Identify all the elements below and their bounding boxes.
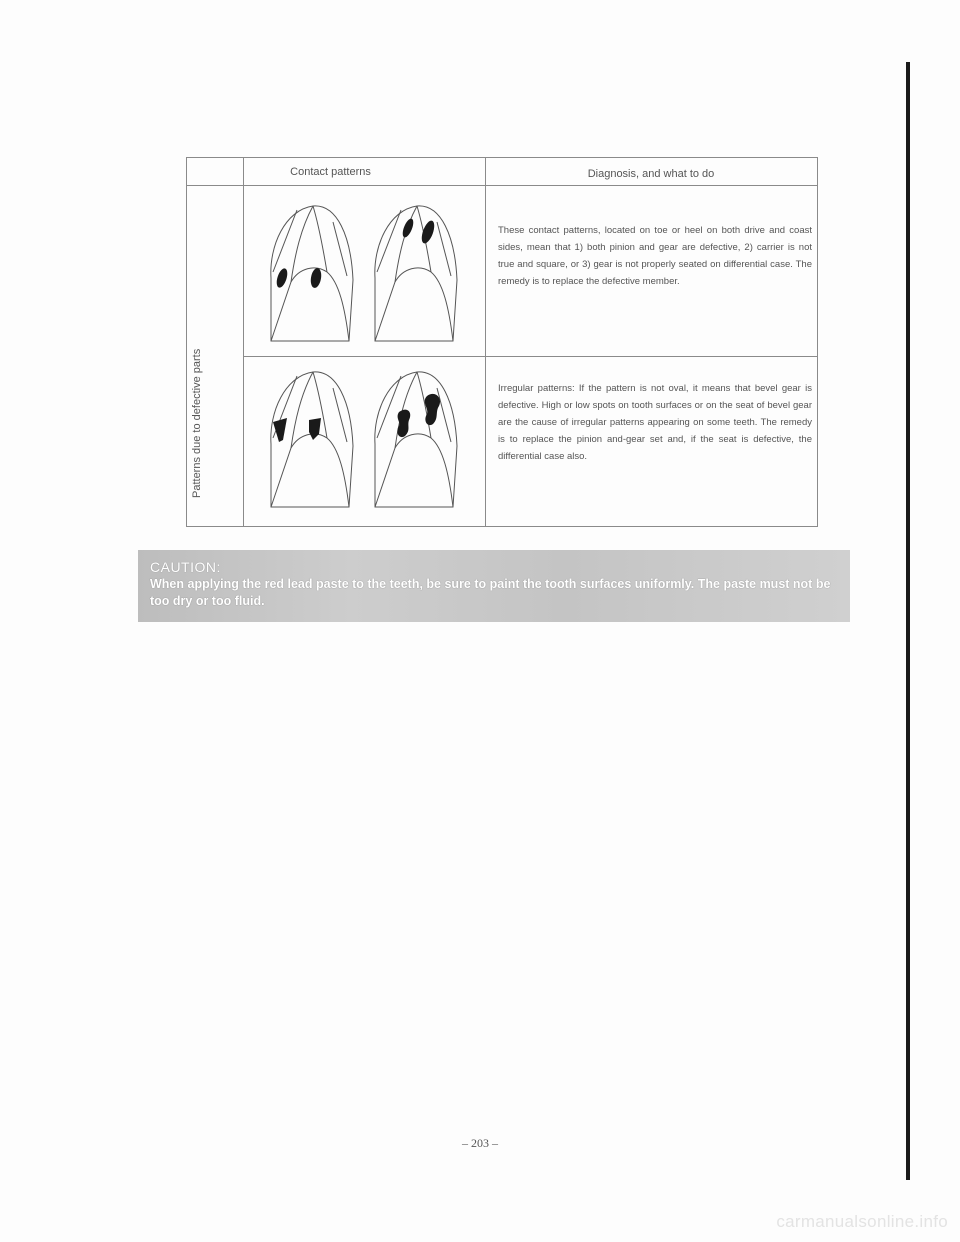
row-divider xyxy=(243,356,817,357)
contact-pattern-table xyxy=(186,157,818,527)
diagnosis-toe-heel: These contact patterns, located on toe or heel on both drive and coast sides, mean that 1) both pinion and gear are defective, 2) carrier is not true and square, or 3) gear is not properly seated on differential case. The remedy is to replace the defective member. xyxy=(498,225,812,287)
page-number: – 203 – xyxy=(462,1136,498,1150)
side-label-defective-parts: Patterns due to defective parts xyxy=(191,348,203,498)
caution-text: When applying the red lead paste to the teeth, be sure to paint the tooth surfaces uniformly. The paste must not be too dry or too fluid. xyxy=(150,577,831,608)
page-edge-rule xyxy=(906,62,910,1180)
watermark: carmanualsonline.info xyxy=(776,1212,948,1231)
header-diagnosis: Diagnosis, and what to do xyxy=(587,168,715,180)
col-divider-1 xyxy=(243,158,244,526)
irregular-pattern-figure xyxy=(257,364,467,514)
header-contact-patterns: Contact patterns xyxy=(290,166,371,178)
diagnosis-irregular: Irregular patterns: If the pattern is not oval, it means that bevel gear is defective. High or low spots on tooth surfaces or on the seat of bevel gear are the cause of irregular patterns appearing on some teeth. The remedy is to replace the pinion and-gear set and, if the seat is defective, the differential case also. xyxy=(498,383,812,462)
header-divider xyxy=(187,185,817,186)
contact-pattern-toe-heel-figure xyxy=(257,198,467,348)
caution-title: CAUTION: xyxy=(150,559,221,575)
col-divider-2 xyxy=(485,158,486,526)
caution-box xyxy=(138,550,850,622)
